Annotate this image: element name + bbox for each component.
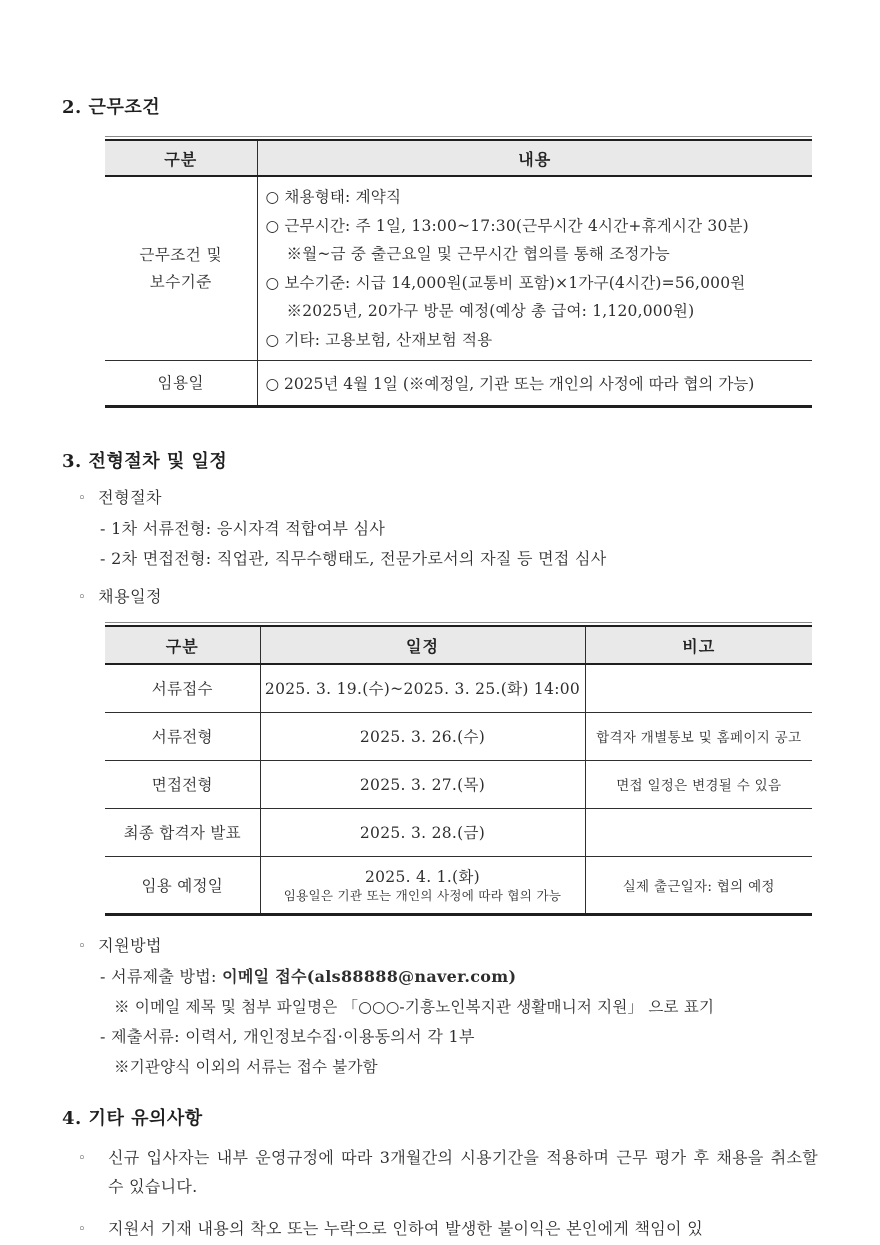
work-table-row-conditions xyxy=(105,176,812,361)
schedule-note: 실제 출근일자: 협의 예정 xyxy=(585,856,812,914)
work-row-label-line1: 근무조건 및 xyxy=(139,245,223,264)
circle-bullet-icon: ◦ xyxy=(78,491,87,506)
schedule-date: 2025. 3. 19.(수)~2025. 3. 25.(화) 14:00 xyxy=(260,664,585,712)
schedule-note: 합격자 개별통보 및 홈페이지 공고 xyxy=(585,712,812,760)
apply-title-line xyxy=(78,932,818,961)
appointment-row-content: ○ 2025년 4월 1일 (※예정일, 기관 또는 개인의 사정에 따라 협의 가능) xyxy=(257,361,812,407)
schedule-date-sub: 임용일은 기관 또는 개인의 사정에 따라 협의 가능 xyxy=(283,887,562,903)
schedule-row-appointment-date xyxy=(105,856,812,914)
procedure-item-2: - 2차 면접전형: 직업관, 직무수행태도, 전문가로서의 자질 등 면접 심사 xyxy=(100,549,607,568)
section-heading-selection-process: 3. 전형절차 및 일정 xyxy=(62,451,228,472)
work-content-line: ※2025년, 20가구 방문 예정(예상 총 급여: 1,120,000원) xyxy=(286,302,695,320)
work-content-line: ○ 근무시간: 주 1일, 13:00~17:30(근무시간 4시간+휴게시간 30분) xyxy=(265,216,749,235)
schedule-col-note: 비고 xyxy=(585,626,812,664)
schedule-note xyxy=(585,664,812,712)
schedule-date-main: 2025. 4. 1.(화) xyxy=(364,867,481,886)
section-heading-other-notes: 4. 기타 유의사항 xyxy=(62,1107,203,1129)
apply-method-email: 이메일 접수(als88888@naver.com) xyxy=(222,966,517,986)
apply-email-note: ※ 이메일 제목 및 첨부 파일명은 「○○○-기흥노인복지관 생활매니저 지원」 으로 표기 xyxy=(114,997,715,1016)
work-row-label xyxy=(105,176,257,361)
schedule-row-document-receipt xyxy=(105,664,812,712)
other-note-item-responsibility xyxy=(78,1214,818,1244)
appointment-row-label: 임용일 xyxy=(105,361,257,407)
work-row-content xyxy=(257,176,812,361)
procedure-item-1: - 1차 서류전형: 응시자격 적합여부 심사 xyxy=(100,519,386,538)
schedule-category: 최종 합격자 발표 xyxy=(105,808,260,856)
schedule-row-interview xyxy=(105,760,812,808)
schedule-date: 2025. 3. 27.(목) xyxy=(260,760,585,808)
schedule-title: 채용일정 xyxy=(98,587,162,606)
schedule-row-final-announcement xyxy=(105,808,812,856)
circle-bullet-icon: ◦ xyxy=(78,1150,86,1166)
procedure-title: 전형절차 xyxy=(98,488,162,507)
work-table-col-category: 구분 xyxy=(105,140,257,176)
work-table-row-appointment xyxy=(105,361,812,407)
other-note-item-probation xyxy=(78,1143,818,1201)
schedule-note: 면접 일정은 변경될 수 있음 xyxy=(585,760,812,808)
schedule-category: 면접전형 xyxy=(105,760,260,808)
work-content-line: ○ 보수기준: 시급 14,000원(교통비 포함)×1가구(4시간)=56,000원 xyxy=(265,273,746,292)
apply-form-note: ※기관양식 이외의 서류는 접수 불가함 xyxy=(114,1057,378,1076)
schedule-date xyxy=(260,856,585,914)
schedule-col-schedule: 일정 xyxy=(260,626,585,664)
schedule-col-category: 구분 xyxy=(105,626,260,664)
circle-bullet-icon: ◦ xyxy=(78,1221,86,1237)
schedule-category: 임용 예정일 xyxy=(105,856,260,914)
schedule-category: 서류접수 xyxy=(151,680,213,699)
circle-bullet-icon: ◦ xyxy=(78,590,87,605)
schedule-note xyxy=(585,808,812,856)
schedule-title-line xyxy=(78,583,818,612)
apply-method-prefix: - 서류제출 방법: xyxy=(100,966,223,986)
apply-method-line xyxy=(100,963,818,991)
work-row-label-line2: 보수기준 xyxy=(149,272,212,291)
apply-documents-line: - 제출서류: 이력서, 개인정보수집·이용동의서 각 1부 xyxy=(100,1026,475,1046)
circle-bullet-icon: ◦ xyxy=(78,938,87,954)
schedule-date: 2025. 3. 28.(금) xyxy=(260,808,585,856)
schedule-table-header-row xyxy=(105,626,812,664)
work-table-header-row xyxy=(105,140,812,176)
schedule-category: 서류전형 xyxy=(105,712,260,760)
apply-title: 지원방법 xyxy=(98,935,162,955)
work-content-line: ○ 채용형태: 계약직 xyxy=(265,188,402,206)
work-content-line: ※월~금 중 출근요일 및 근무시간 협의를 통해 조정가능 xyxy=(286,245,670,263)
schedule-row-document-screening xyxy=(105,712,812,760)
other-note-text: 신규 입사자는 내부 운영규정에 따라 3개월간의 시용기간을 적용하며 근무 평가 후 채용을 취소할 수 있습니다. xyxy=(108,1147,818,1196)
procedure-title-line xyxy=(78,484,818,513)
section-heading-work-conditions: 2. 근무조건 xyxy=(62,97,161,118)
schedule-date: 2025. 3. 26.(수) xyxy=(260,712,585,760)
work-table-col-content: 내용 xyxy=(257,140,812,176)
work-content-line: ○ 기타: 고용보험, 산재보험 적용 xyxy=(265,330,493,349)
schedule-table xyxy=(105,622,812,916)
work-conditions-table xyxy=(105,136,812,408)
other-note-text: 지원서 기재 내용의 착오 또는 누락으로 인하여 발생한 불이익은 본인에게 책임이 있 xyxy=(108,1218,703,1238)
